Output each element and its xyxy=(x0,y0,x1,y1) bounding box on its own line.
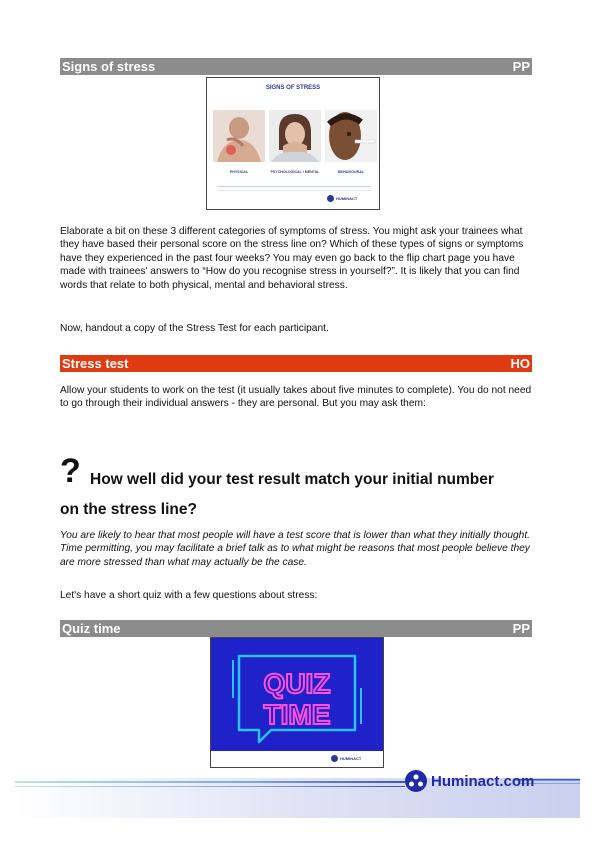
slide-logo xyxy=(327,195,357,202)
psychological-photo xyxy=(269,110,321,162)
quiz-word: QUIZ xyxy=(263,668,331,699)
paragraph-quiz-intro: Let's have a short quiz with a few questions about stress: xyxy=(60,590,318,601)
quiz-slide-background xyxy=(211,638,383,751)
section-header-signs-of-stress xyxy=(60,58,532,75)
section-code: PP xyxy=(512,59,530,74)
paragraph-test-instructions: Allow your students to work on the test (it usually takes about five minutes to complete). You do not need to go through their individual answers - they are personal. But you may ask them: xyxy=(60,385,532,410)
slide-title: SIGNS OF STRESS xyxy=(265,85,321,91)
neon-frame-icon xyxy=(211,638,383,751)
section-header-stress-test xyxy=(60,355,532,372)
slide-divider-line xyxy=(217,186,371,187)
slide-divider-line xyxy=(217,190,371,191)
caption-psychological: PSYCHOLOGICAL / MENTAL xyxy=(270,170,320,174)
physical-photo xyxy=(213,110,265,162)
huminact-logo-icon xyxy=(327,195,334,202)
caption-behavioural: BEHAVIOURAL xyxy=(337,170,365,174)
section-header-quiz-time xyxy=(60,620,532,637)
paragraph-expected-answer: You are likely to hear that most people will have a test score that is lower than what they initially thought. Time permitting, you may facilitate a brief talk as to what might be reasons that most people believe they are more stressed than what may actually be the case. xyxy=(60,530,531,568)
paragraph-elaborate: Elaborate a bit on these 3 different categories of symptoms of stress. You might ask your trainees what they have based their personal score on the stress line on? Which of these types of signs or symptoms have they experienced in the past four weeks? You may even go back to the flip chart page you have made with trainees' answers to “How do you recognise stress in yourself?”. It is likely that you can find words that relate to both physical, mental and behavioral stress. xyxy=(60,226,524,291)
huminact-logo-icon xyxy=(405,770,427,792)
section-code: PP xyxy=(512,621,530,636)
question-mark-icon: ? xyxy=(60,452,81,490)
slide-logo-text: HUMINACT xyxy=(340,756,362,761)
question-line-1: How well did your test result match your initial number xyxy=(90,471,494,488)
caption-physical: PHYSICAL xyxy=(229,170,249,174)
section-title: Quiz time xyxy=(62,621,121,636)
slide-logo xyxy=(331,755,361,762)
signs-of-stress-slide xyxy=(206,77,380,210)
section-title: Signs of stress xyxy=(62,59,156,74)
paragraph-handout: Now, handout a copy of the Stress Test for each participant. xyxy=(60,323,329,334)
huminact-logo-icon xyxy=(331,755,338,762)
time-word: TIME xyxy=(263,699,331,730)
behavioural-photo xyxy=(325,110,377,162)
slide-logo-text: HUMINACT xyxy=(336,196,358,201)
brand-name: Huminact.com xyxy=(431,772,535,790)
huminact-brand xyxy=(405,770,534,792)
section-code: HO xyxy=(510,356,530,371)
quiz-time-slide xyxy=(210,637,384,768)
question-line-2: on the stress line? xyxy=(60,501,197,518)
section-title: Stress test xyxy=(62,356,129,371)
